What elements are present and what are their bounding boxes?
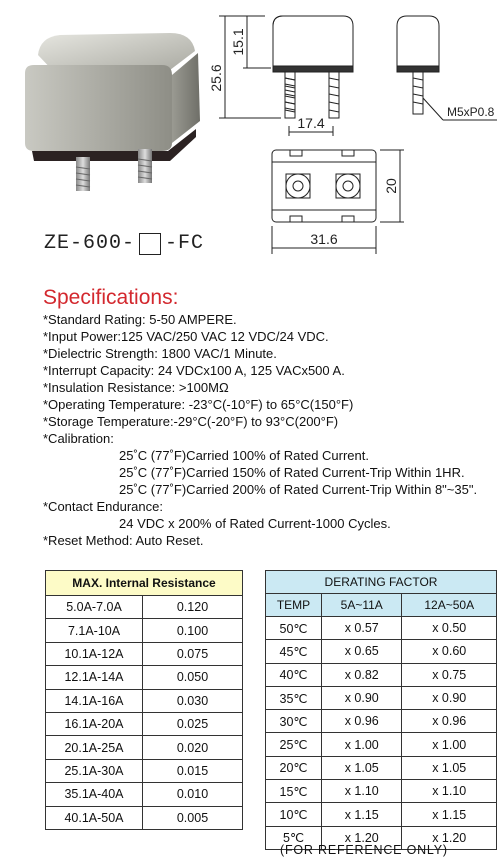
derating-high-cell: x 1.05 bbox=[402, 756, 497, 779]
derating-high-cell: x 0.75 bbox=[402, 663, 497, 686]
derating-low-cell: x 1.10 bbox=[322, 780, 402, 803]
spec-line: *Calibration: bbox=[43, 431, 114, 446]
resistance-range-cell: 10.1A-12A bbox=[46, 642, 143, 665]
resistance-range-cell: 14.1A-16A bbox=[46, 689, 143, 712]
resistance-row bbox=[46, 712, 243, 735]
derating-factor-table bbox=[265, 570, 497, 850]
resistance-row bbox=[46, 806, 243, 829]
derating-high-cell: x 1.20 bbox=[402, 826, 497, 849]
resistance-value-cell: 0.010 bbox=[143, 783, 243, 806]
derating-low-cell: x 0.96 bbox=[322, 710, 402, 733]
product-photo bbox=[20, 25, 215, 195]
resistance-range-cell: 7.1A-10A bbox=[46, 619, 143, 642]
resistance-row bbox=[46, 619, 243, 642]
resistance-row bbox=[46, 596, 243, 619]
internal-resistance-table bbox=[45, 570, 243, 830]
model-number bbox=[44, 232, 204, 255]
resistance-value-cell: 0.075 bbox=[143, 642, 243, 665]
spec-line: *Dielectric Strength: 1800 VAC/1 Minute. bbox=[43, 346, 277, 361]
resistance-range-cell: 20.1A-25A bbox=[46, 736, 143, 759]
derating-high-cell: x 1.00 bbox=[402, 733, 497, 756]
derating-temp-cell: 45℃ bbox=[266, 640, 322, 663]
derating-high-cell: x 0.90 bbox=[402, 686, 497, 709]
derating-row bbox=[266, 710, 497, 733]
resistance-row bbox=[46, 666, 243, 689]
spec-line: 25˚C (77˚F)Carried 150% of Rated Current-Trip Within 1HR. bbox=[119, 465, 465, 480]
derating-temp-cell: 15℃ bbox=[266, 780, 322, 803]
resistance-value-cell: 0.120 bbox=[143, 596, 243, 619]
thread-label: M5xP0.8 bbox=[447, 105, 495, 119]
resistance-row bbox=[46, 736, 243, 759]
derating-high-cell: x 0.96 bbox=[402, 710, 497, 733]
derating-temp-cell: 10℃ bbox=[266, 803, 322, 826]
resistance-row bbox=[46, 783, 243, 806]
spec-line: *Operating Temperature: -23°C(-10°F) to 65°C(150°F) bbox=[43, 397, 354, 412]
resistance-row bbox=[46, 642, 243, 665]
derating-row bbox=[266, 663, 497, 686]
derating-row bbox=[266, 756, 497, 779]
derating-row bbox=[266, 640, 497, 663]
resistance-range-cell: 40.1A-50A bbox=[46, 806, 143, 829]
specifications-list bbox=[43, 311, 477, 549]
derating-low-cell: x 0.90 bbox=[322, 686, 402, 709]
derating-temp-cell: 40℃ bbox=[266, 663, 322, 686]
resistance-value-cell: 0.020 bbox=[143, 736, 243, 759]
spec-line: 25˚C (77˚F)Carried 200% of Rated Current-Trip Within 8"~35". bbox=[119, 482, 478, 497]
top-view-drawing bbox=[262, 142, 412, 262]
derating-low-cell: x 1.20 bbox=[322, 826, 402, 849]
spec-line: 24 VDC x 200% of Rated Current-1000 Cycles. bbox=[119, 516, 391, 531]
spec-line: *Interrupt Capacity: 24 VDCx100 A, 125 VACx500 A. bbox=[43, 363, 345, 378]
dim-side-upper: 15.1 bbox=[230, 28, 246, 56]
spec-line: *Insulation Resistance: >100MΩ bbox=[43, 380, 229, 395]
derating-row bbox=[266, 617, 497, 640]
resistance-value-cell: 0.030 bbox=[143, 689, 243, 712]
derating-low-cell: x 1.00 bbox=[322, 733, 402, 756]
derating-col-low: 5A~11A bbox=[322, 594, 402, 617]
dim-side-height: 25.6 bbox=[208, 64, 224, 92]
resistance-value-cell: 0.025 bbox=[143, 712, 243, 735]
derating-table-header: DERATING FACTOR bbox=[266, 571, 497, 594]
derating-low-cell: x 0.57 bbox=[322, 617, 402, 640]
derating-high-cell: x 1.15 bbox=[402, 803, 497, 826]
resistance-value-cell: 0.100 bbox=[143, 619, 243, 642]
resistance-value-cell: 0.050 bbox=[143, 666, 243, 689]
resistance-range-cell: 5.0A-7.0A bbox=[46, 596, 143, 619]
spec-line: *Contact Endurance: bbox=[43, 499, 163, 514]
dim-top-height: 20 bbox=[383, 178, 399, 194]
derating-temp-cell: 30℃ bbox=[266, 710, 322, 733]
resistance-range-cell: 25.1A-30A bbox=[46, 759, 143, 782]
dim-top-width: 31.6 bbox=[310, 231, 338, 247]
derating-temp-cell: 35℃ bbox=[266, 686, 322, 709]
derating-temp-cell: 5℃ bbox=[266, 826, 322, 849]
derating-temp-cell: 50℃ bbox=[266, 617, 322, 640]
resistance-row bbox=[46, 689, 243, 712]
resistance-table-header: MAX. Internal Resistance bbox=[46, 571, 243, 596]
derating-col-temp: TEMP bbox=[266, 594, 322, 617]
resistance-value-cell: 0.005 bbox=[143, 806, 243, 829]
derating-row bbox=[266, 686, 497, 709]
derating-high-cell: x 0.60 bbox=[402, 640, 497, 663]
model-blank-box bbox=[139, 233, 161, 255]
derating-high-cell: x 0.50 bbox=[402, 617, 497, 640]
spec-line: *Reset Method: Auto Reset. bbox=[43, 533, 204, 548]
derating-row bbox=[266, 803, 497, 826]
side-view-frame bbox=[205, 8, 370, 148]
derating-row bbox=[266, 780, 497, 803]
model-suffix: -FC bbox=[165, 232, 205, 255]
reference-note: (FOR REFERENCE ONLY) bbox=[280, 843, 448, 857]
resistance-row bbox=[46, 759, 243, 782]
spec-line: *Input Power:125 VAC/250 VAC 12 VDC/24 VDC. bbox=[43, 329, 329, 344]
dim-side-width: 17.4 bbox=[297, 115, 325, 131]
spec-line: 25˚C (77˚F)Carried 100% of Rated Current. bbox=[119, 448, 369, 463]
derating-row bbox=[266, 733, 497, 756]
spec-line: *Standard Rating: 5-50 AMPERE. bbox=[43, 312, 237, 327]
spec-line: *Storage Temperature:-29°C(-20°F) to 93°C(200°F) bbox=[43, 414, 339, 429]
resistance-value-cell: 0.015 bbox=[143, 759, 243, 782]
specifications-title: Specifications: bbox=[43, 286, 179, 309]
derating-low-cell: x 0.65 bbox=[322, 640, 402, 663]
derating-temp-cell: 20℃ bbox=[266, 756, 322, 779]
derating-low-cell: x 0.82 bbox=[322, 663, 402, 686]
resistance-range-cell: 35.1A-40A bbox=[46, 783, 143, 806]
derating-temp-cell: 25℃ bbox=[266, 733, 322, 756]
resistance-range-cell: 12.1A-14A bbox=[46, 666, 143, 689]
derating-col-high: 12A~50A bbox=[402, 594, 497, 617]
derating-low-cell: x 1.15 bbox=[322, 803, 402, 826]
model-prefix: ZE-600- bbox=[44, 232, 136, 255]
derating-low-cell: x 1.05 bbox=[322, 756, 402, 779]
front-view-drawing bbox=[385, 8, 500, 138]
resistance-range-cell: 16.1A-20A bbox=[46, 712, 143, 735]
derating-high-cell: x 1.10 bbox=[402, 780, 497, 803]
